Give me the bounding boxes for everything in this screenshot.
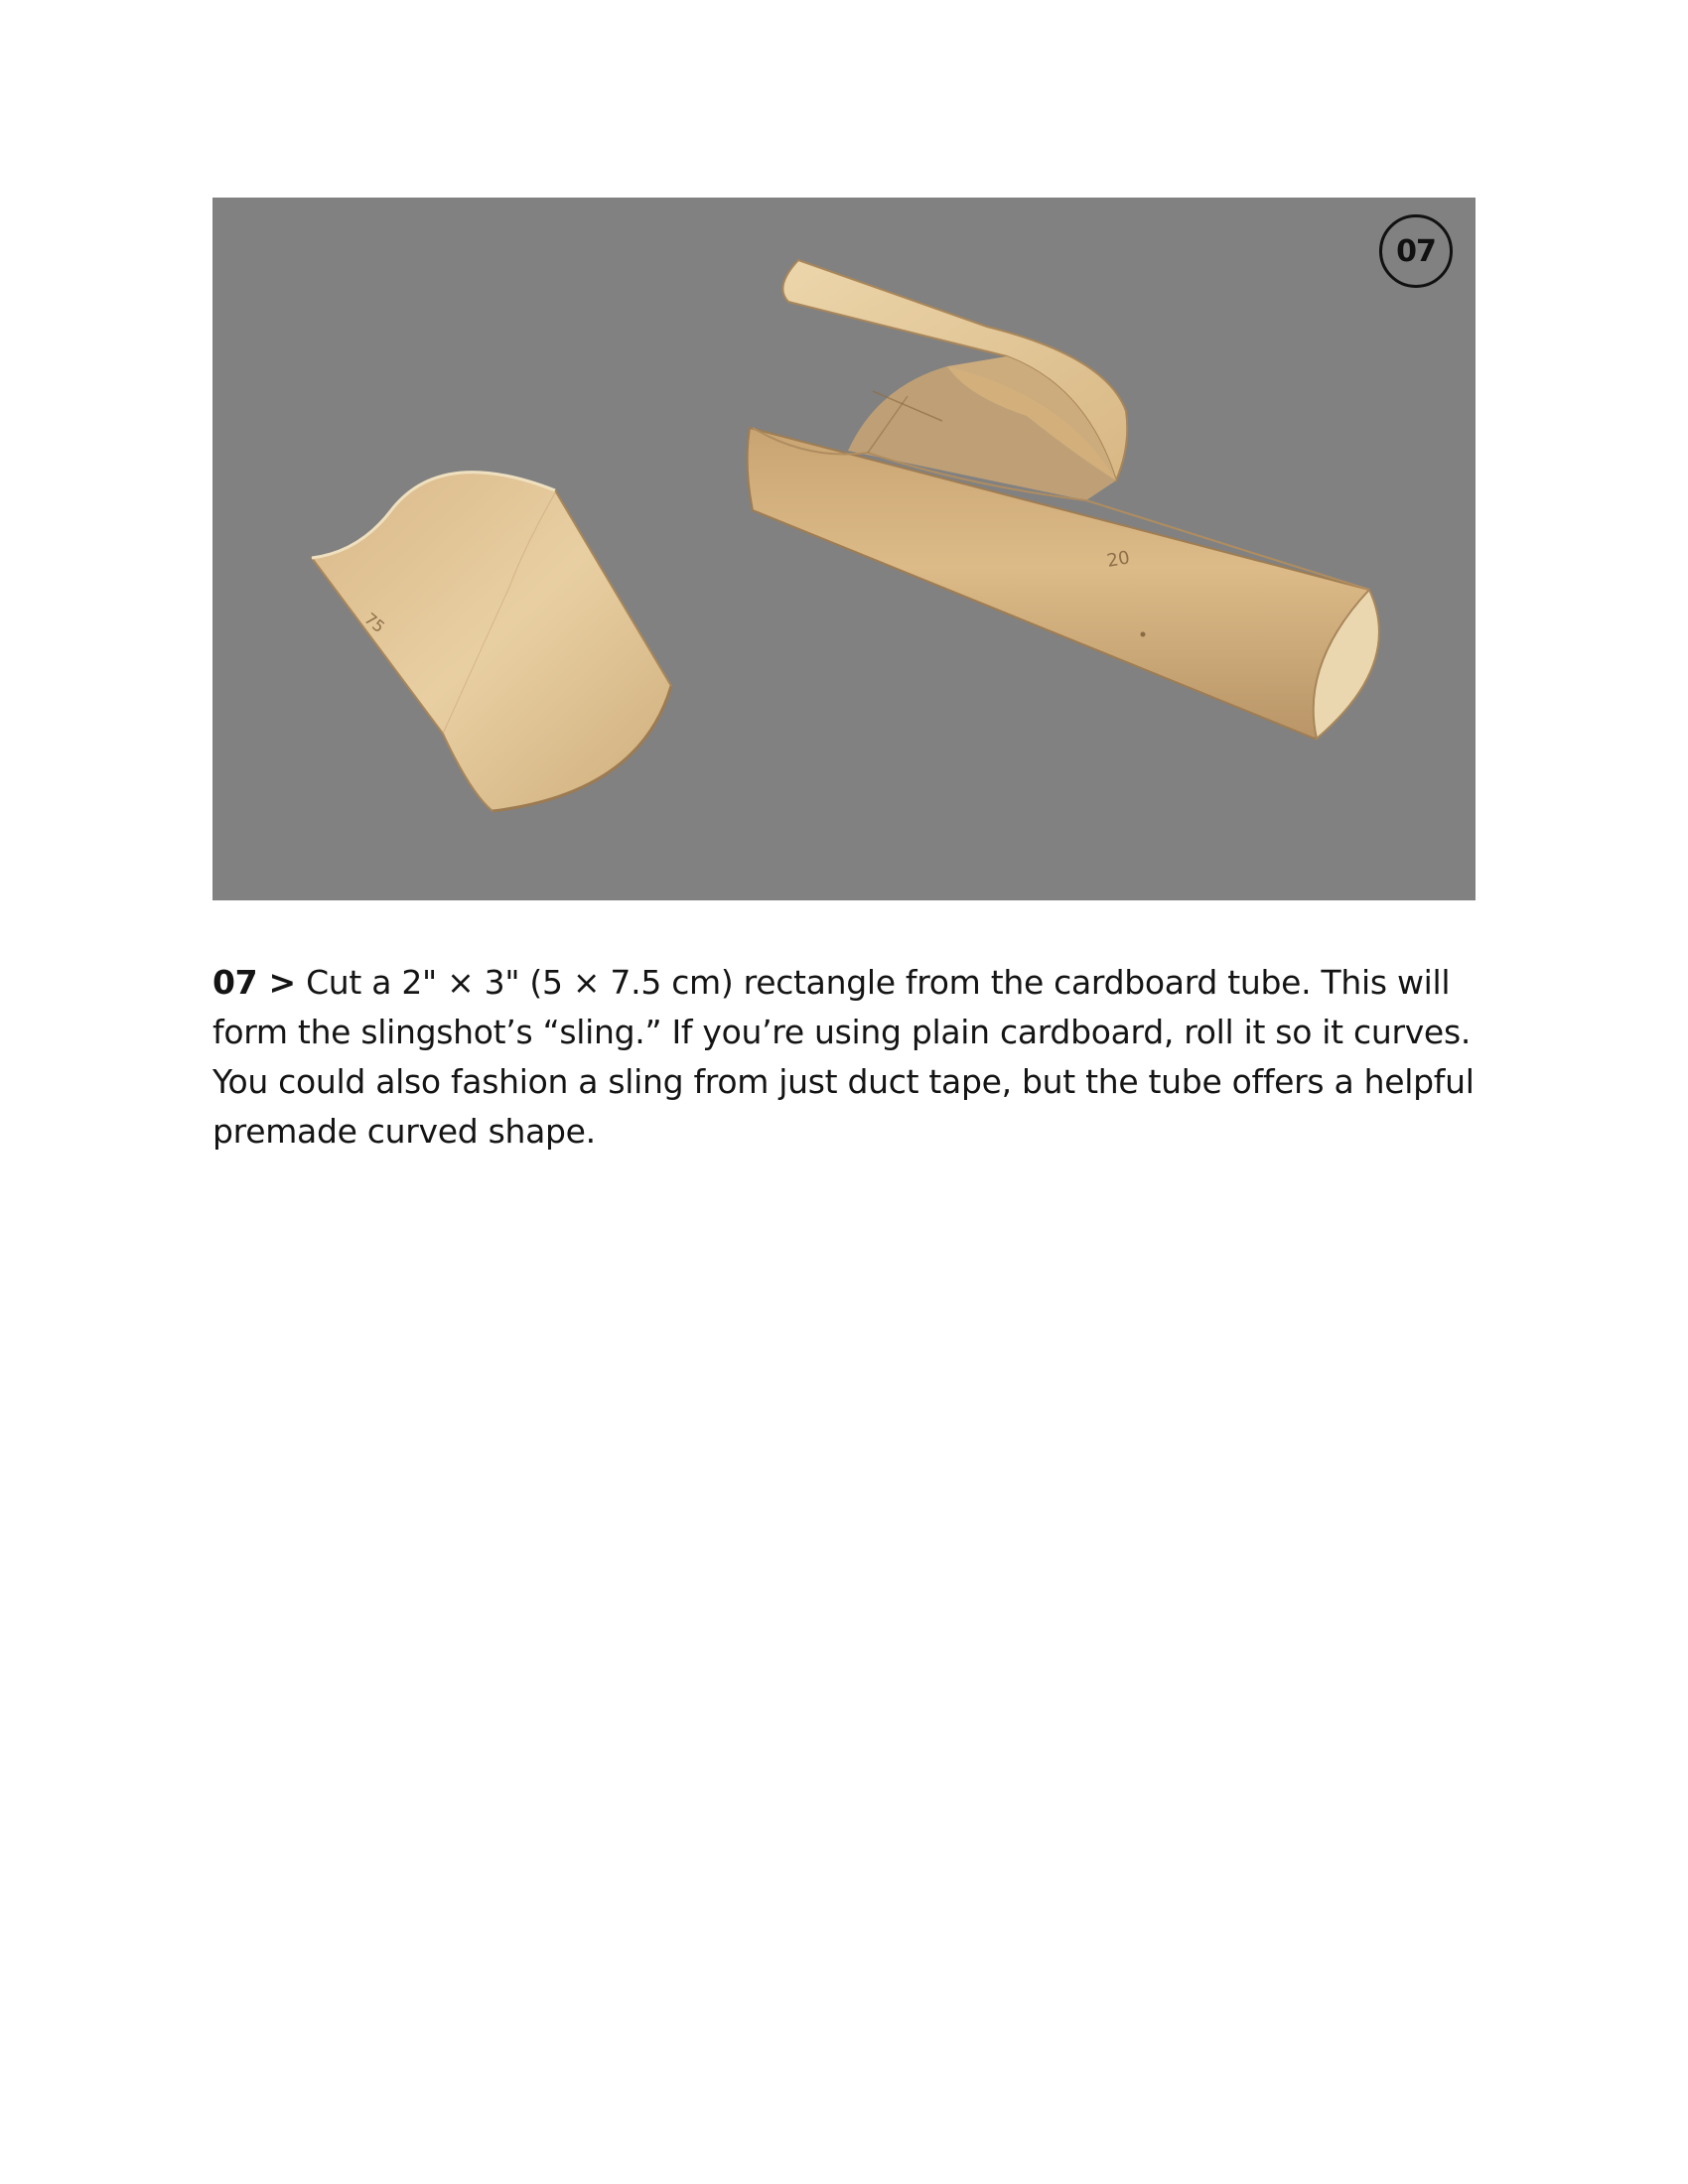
- cardboard-sling-piece: [312, 472, 671, 811]
- svg-text:75: 75: [360, 609, 389, 637]
- svg-text:20: 20: [1105, 547, 1132, 572]
- step-number-label: 07 >: [212, 963, 296, 1002]
- step-instruction-text: Cut a 2" × 3" (5 × 7.5 cm) rectangle from the cardboard tube. This will form the slingshot’s “sling.” If you’re using plain cardboard, roll it so it curves. You could also fashion a sling from just duct tape, but the tube offers a helpful premade curved shape.: [212, 963, 1475, 1151]
- step-caption: [212, 958, 1483, 1157]
- step-number-badge: 07: [1379, 214, 1453, 288]
- cut-cardboard-tube: [748, 260, 1379, 739]
- step-photo: [212, 198, 1476, 900]
- photo-illustration: [212, 198, 1476, 900]
